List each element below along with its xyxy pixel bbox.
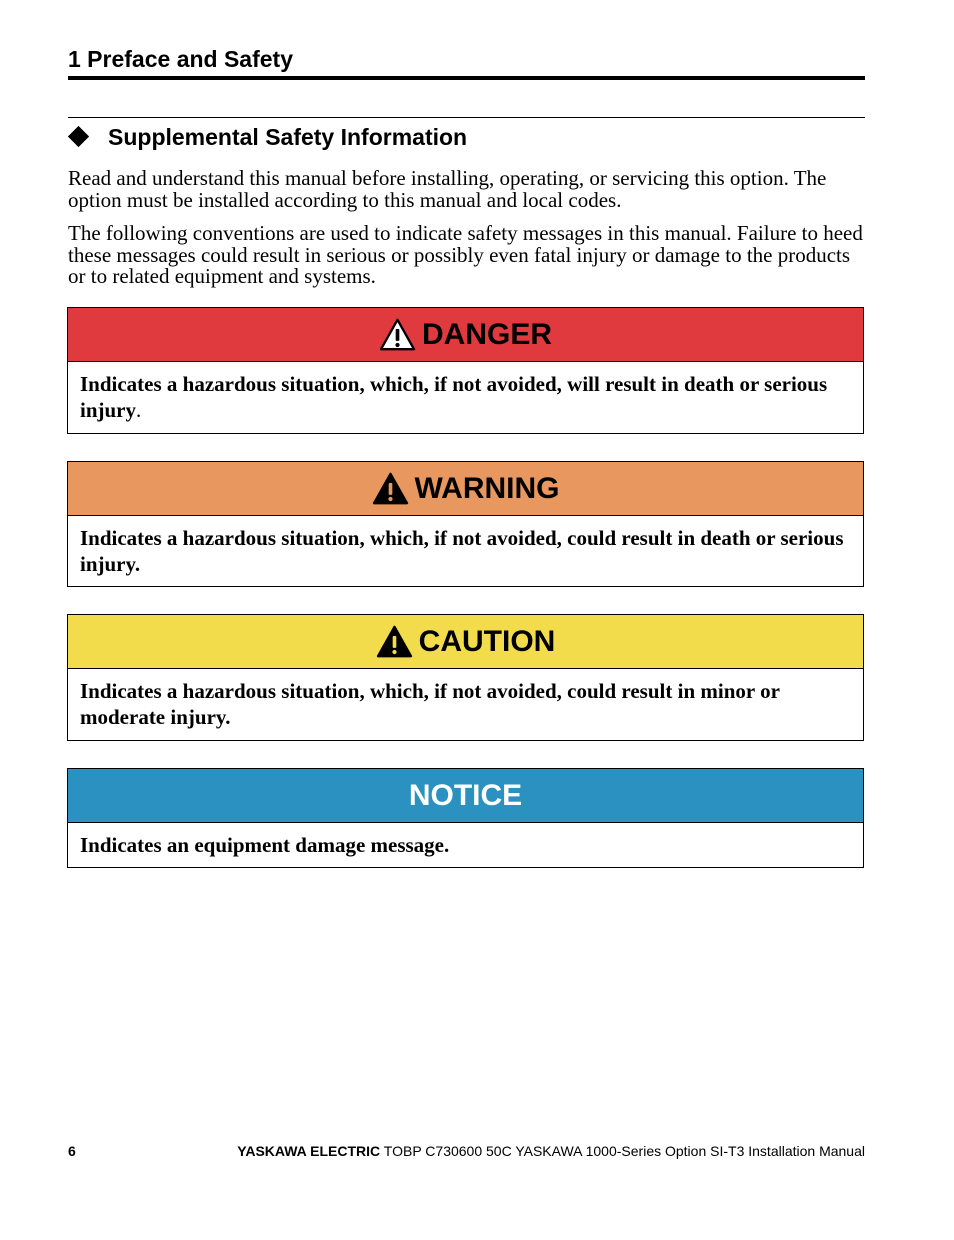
danger-message-box bbox=[67, 307, 864, 434]
warning-triangle-icon bbox=[372, 472, 409, 505]
chapter-header: 1 Preface and Safety bbox=[68, 46, 294, 72]
intro-paragraph: Read and understand this manual before installing, operating, or servicing this option. The option must be installed according to this manual and local codes. bbox=[68, 166, 827, 212]
caution-message-box bbox=[67, 614, 864, 741]
notice-message-box bbox=[67, 768, 864, 868]
warning-triangle-icon bbox=[379, 318, 416, 351]
footer-doc-info bbox=[237, 1142, 865, 1160]
caution-header bbox=[68, 615, 863, 669]
warning-label: WARNING bbox=[414, 471, 560, 505]
warning-header bbox=[68, 462, 863, 516]
notice-body: Indicates an equipment damage message. bbox=[80, 833, 450, 857]
notice-header bbox=[68, 769, 863, 823]
danger-label: DANGER bbox=[421, 317, 552, 351]
page-number: 6 bbox=[68, 1143, 76, 1159]
section-heading bbox=[68, 122, 865, 152]
page-footer bbox=[68, 1142, 865, 1160]
notice-label: NOTICE bbox=[408, 778, 523, 812]
diamond-bullet-icon bbox=[68, 125, 89, 146]
chapter-rule bbox=[68, 76, 865, 80]
section-rule bbox=[68, 117, 865, 118]
caution-label: CAUTION bbox=[418, 624, 556, 658]
conventions-paragraph: The following conventions are used to indicate safety messages in this manual. Failure to heed these messages could result in serious or possibly even fatal injury or damage to the products or to related equipment and systems. bbox=[68, 221, 863, 288]
warning-message-box bbox=[67, 461, 864, 587]
warning-body: Indicates a hazardous situation, which, if not avoided, could result in death or serious injury. bbox=[80, 526, 844, 576]
danger-body bbox=[68, 362, 863, 431]
section-title: Supplemental Safety Information bbox=[108, 124, 468, 150]
caution-body: Indicates a hazardous situation, which, if not avoided, could result in minor or moderate injury. bbox=[80, 679, 780, 729]
danger-text: Indicates a hazardous situation, which, if not avoided, will result in death or serious injury bbox=[80, 372, 828, 422]
warning-triangle-icon bbox=[376, 625, 413, 658]
danger-period: . bbox=[136, 398, 142, 422]
footer-doc-title: TOBP C730600 50C YASKAWA 1000-Series Option SI-T3 Installation Manual bbox=[383, 1143, 865, 1159]
danger-header bbox=[68, 308, 863, 362]
footer-company: YASKAWA ELECTRIC bbox=[237, 1143, 381, 1159]
